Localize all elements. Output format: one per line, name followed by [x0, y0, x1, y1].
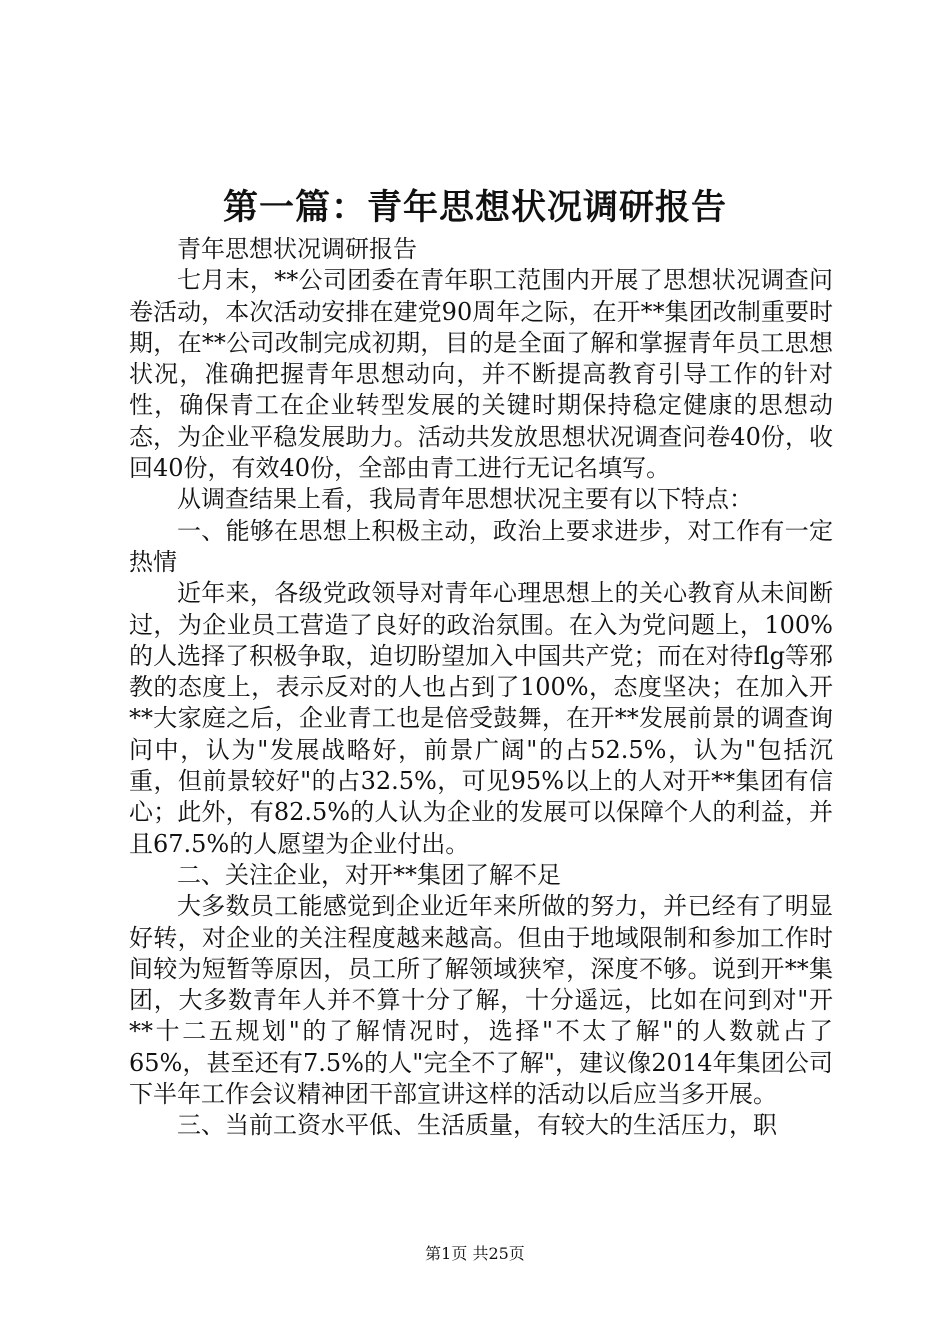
document-body	[129, 234, 833, 1142]
paragraph-intro: 七月末，**公司团委在青年职工范围内开展了思想状况调查问卷活动，本次活动安排在建党90周年之际，在开**集团改制重要时期，在**公司改制完成初期，目的是全面了解和掌握青年员工思想状况，准确把握青年思想动向，并不断提高教育引导工作的针对性，确保青工在企业转型发展的关键时期保持稳定健康的思想动态，为企业平稳发展助力。活动共发放思想状况调查问卷40份，收回40份，有效40份，全部由青工进行无记名填写。	[129, 266, 833, 483]
paragraph-findings-lead: 从调查结果上看，我局青年思想状况主要有以下特点：	[177, 485, 753, 514]
document-title: 第一篇：青年思想状况调研报告	[222, 187, 727, 228]
section-heading-1: 一、能够在思想上积极主动，政治上要求进步，对工作有一定热情	[129, 516, 833, 576]
section-heading-2: 二、关注企业，对开**集团了解不足	[177, 860, 561, 889]
page-footer: 第1页 共25页	[425, 1244, 525, 1263]
paragraph-section-2: 大多数员工能感觉到企业近年来所做的努力，并已经有了明显好转，对企业的关注程度越来越高。但由于地域限制和参加工作时间较为短暂等原因，员工所了解领域狭窄，深度不够。说到开**集团，大多数青年人并不算十分了解，十分遥远，比如在问到对"开**十二五规划"的了解情况时，选择"不太了解"的人数就占了65%，甚至还有7.5%的人"完全不了解"，建议像2014年集团公司下半年工作会议精神团干部宣讲这样的活动以后应当多开展。	[129, 892, 833, 1109]
section-heading-3: 三、当前工资水平低、生活质量，有较大的生活压力，职	[177, 1111, 777, 1140]
paragraph-section-1: 近年来，各级党政领导对青年心理思想上的关心教育从未间断过，为企业员工营造了良好的政治氛围。在入为党问题上，100%的人选择了积极争取，迫切盼望加入中国共产党；而在对待flg等邪教的态度上，表示反对的人也占到了100%，态度坚决；在加入开**大家庭之后，企业青工也是倍受鼓舞，在开**发展前景的调查询问中，认为"发展战略好，前景广阔"的占52.5%，认为"包括沉重，但前景较好"的占32.5%，可见95%以上的人对开**集团有信心；此外，有82.5%的人认为企业的发展可以保障个人的利益，并且67.5%的人愿望为企业付出。	[129, 579, 833, 858]
paragraph-subtitle: 青年思想状况调研报告	[177, 235, 417, 263]
